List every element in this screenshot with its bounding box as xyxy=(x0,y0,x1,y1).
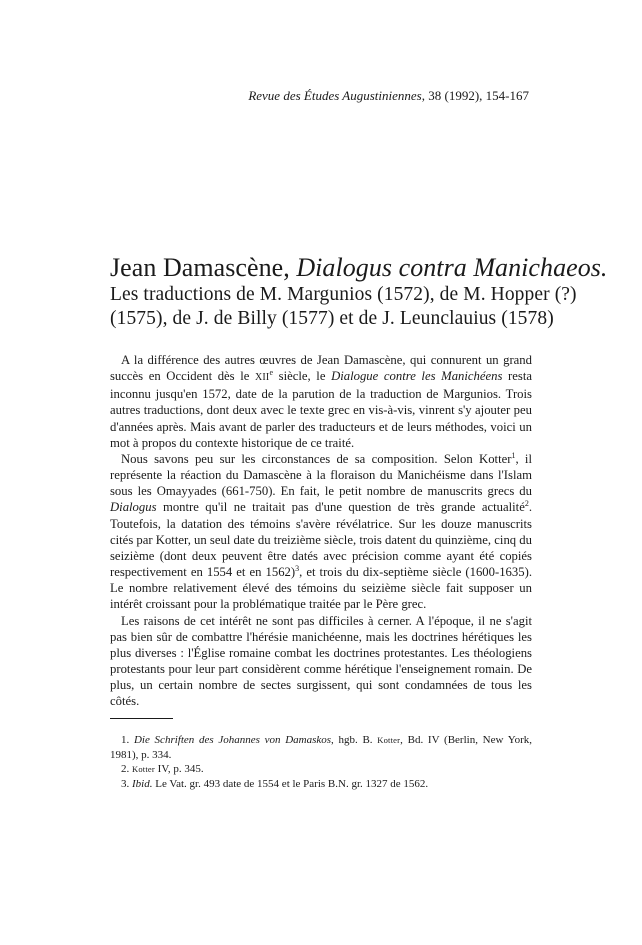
footnotes xyxy=(110,733,532,791)
footnote-3-ibid: Ibid. xyxy=(132,777,153,790)
dialogus-title: Dialogus xyxy=(110,500,157,515)
p2-text-b: , il représente la réaction du Damascène à la floraison du Manichéisme dans l'Islam sous les Omayyades (661-750). En fait, le petit nombre de manuscrits grecs du xyxy=(110,451,532,499)
journal-citation: , 38 (1992), 154-167 xyxy=(421,88,529,103)
footnote-1-title: Die Schriften des Johannes von Damaskos xyxy=(133,734,332,746)
century-superscript: e xyxy=(269,368,274,378)
footnote-1-number: 1. xyxy=(121,734,134,746)
dialogue-title: Dialogue contre les Manichéens xyxy=(331,369,503,384)
title-line-2: Les traductions de M. Margunios (1572), de M. Hopper (?) xyxy=(110,284,577,305)
article-title xyxy=(110,253,608,331)
title-author: Jean Damascène, xyxy=(110,253,297,282)
footnote-ref-2[interactable]: 2 xyxy=(524,499,529,509)
title-line-3: (1575), de J. de Billy (1577) et de J. Leunclauius (1578) xyxy=(110,308,554,329)
p2-text-d: . Toutefois, la datation des témoins s'avère révélatrice. Sur les douze manuscrits cités par Kotter, un seul date du treizième siècle, trois datent du quinzième, cinq du seizième (dont deux peuvent être datés avec précision comme ayant été copiés respectivement en 1554 et en 1562) xyxy=(110,500,532,580)
century-numeral: XII xyxy=(254,372,270,384)
p1-text-c: resta inconnu jusqu'en 1572, date de la parution de la traduction de Margunios. Trois autres traductions, dont deux avec le texte grec en vis-à-vis, vinrent s'y ajouter peu d'années après. Mais avant de parler des traducteurs et de leurs méthodes, voici un mot à propos du contexte historique de ce traité. xyxy=(110,369,532,450)
article-body xyxy=(110,352,532,709)
footnote-separator xyxy=(110,718,173,719)
paragraph-3: Les raisons de cet intérêt ne sont pas difficiles à cerner. A l'époque, il ne s'agit pas bien sûr de combattre l'hérésie manichéenne, mais les doctrines hérétiques les plus diverses : l'Église romaine combat les doctrines protestantes. Les théologiens protestants pour leur part considèrent comme hérétique l'enseignement romain. De plus, un certain nombre de sectes surgissent, qui sont condamnées de tous les côtés. xyxy=(110,613,532,709)
paragraph-2 xyxy=(110,451,532,613)
p2-text-e: , et trois du dix-septième siècle (1600-1635). Le nombre relativement élevé des témoins du seizième siècle fait supposer un intérêt croissant pour la problématique traitée par le Père grec. xyxy=(110,565,532,612)
footnote-1-text-a: , hgb. B. xyxy=(331,734,378,746)
footnote-3-text: Le Vat. gr. 493 date de 1554 et le Paris B.N. gr. 1327 de 1562. xyxy=(152,777,429,790)
footnote-1-author: Kotter xyxy=(377,735,401,745)
footnote-ref-1[interactable]: 1 xyxy=(511,450,516,460)
footnote-1-text-b: , Bd. IV (Berlin, New York, 1981), p. 334. xyxy=(110,734,532,761)
p2-text-a: Nous savons peu sur les circonstances de sa composition. Selon Kotter xyxy=(121,451,512,466)
p1-text-b: siècle, le xyxy=(273,369,332,384)
footnote-3-number: 3. xyxy=(121,777,132,790)
title-line-1 xyxy=(110,253,608,283)
p2-text-c: montre qu'il ne traitait pas d'une question de très grande actualité xyxy=(156,500,525,515)
title-work: Dialogus contra Manichaeos. xyxy=(296,253,608,282)
footnote-1 xyxy=(110,733,532,762)
footnote-3 xyxy=(110,777,532,792)
p1-text-a: A la différence des autres œuvres de Jean Damascène, qui connurent un grand succès en Occident dès le xyxy=(110,353,532,384)
running-header xyxy=(0,88,529,104)
footnote-2-author: Kotter xyxy=(132,764,155,774)
footnote-2 xyxy=(110,762,532,777)
footnote-ref-3[interactable]: 3 xyxy=(295,564,300,574)
journal-name: Revue des Études Augustiniennes xyxy=(248,88,422,103)
footnote-2-text: IV, p. 345. xyxy=(154,763,204,775)
footnote-2-number: 2. xyxy=(121,763,132,775)
paragraph-1 xyxy=(110,352,532,451)
